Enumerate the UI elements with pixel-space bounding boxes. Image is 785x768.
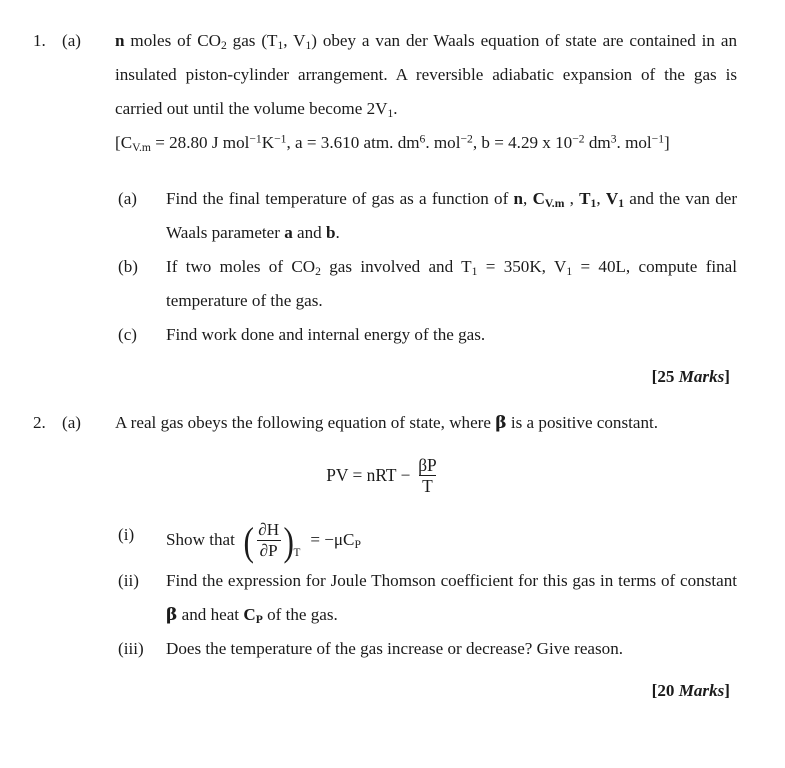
sub-item-b-text: If two moles of $CO_2$ gas involved and $T_1 = 350K$, $V_1 = 40L$, compute final temperature of the gas. [166, 257, 738, 310]
equation-fraction [415, 456, 440, 496]
sub-item-i-tail [310, 531, 361, 550]
question-2-sub-item-iii [0, 632, 785, 666]
sub-item-i-tail-main: = −μC [310, 530, 355, 550]
sub-item-i-tail-subscript: P [354, 538, 361, 552]
question-1-part-label: (a) [62, 31, 81, 50]
question-2-number: 2. [33, 413, 46, 432]
sub-item-i-label: (i) [118, 524, 135, 544]
question-1-marks-word: Marks [678, 367, 725, 386]
question-1-sub-item-b [0, 250, 785, 318]
question-2-sub-item-ii [0, 564, 785, 632]
question-2-stem-tail: is a positive constant. [506, 413, 659, 432]
partial-derivative-expression [243, 519, 301, 565]
partial-derivative-numerator: ∂H [258, 520, 280, 540]
equation-of-state [0, 456, 785, 496]
partial-derivative-fraction [255, 521, 282, 560]
equation-fraction-denominator: T [419, 475, 436, 495]
question-1-stem-text: n moles of $CO_2$ gas ($T_1$, $V_1$) obey a van der Waals equation of state are contained in an insulated piston-cylinder arrangement. A reversible adiabatic expansion of the gas is carried out until the volume become $2V_1$. [115, 31, 737, 120]
sub-item-a-text: Find the final temperature of gas as a function of n, $C_{V.m}$ , $T_1$, $V_1$ and the van der Waals parameter a and b. [166, 189, 738, 242]
question-1-marks-value: [25 [651, 367, 679, 386]
question-1-sub-item-a [0, 182, 785, 250]
question-1-sub-items [0, 182, 785, 352]
sub-item-c-label: (c) [118, 325, 137, 344]
sub-item-i-lead: Show that [166, 530, 235, 550]
question-2-part-label: (a) [62, 413, 81, 432]
sub-item-b-label: (b) [118, 257, 138, 276]
question-1-constants-line: [$C_{V.m} = 28.80$ J $mol^{-1}K^{-1}$, a = 3.610 atm. $dm^6$. mol$^{-2}$, b = 4.29 x $10^{-2}$ $dm^3$. mol$^{-1}$] [115, 132, 670, 154]
question-2-stem-lead: A real gas obeys the following equation of state, where [115, 413, 496, 432]
question-2-marks-word: Marks [678, 680, 725, 700]
question-2-marks-close: ] [724, 680, 730, 700]
left-paren: ( [243, 519, 254, 565]
sub-item-iii-text: Does the temperature of the gas increase or decrease? Give reason. [166, 638, 624, 658]
sub-item-ii-label: (ii) [118, 570, 139, 590]
beta-symbol: β [495, 413, 507, 433]
question-2-stem-row [0, 406, 785, 440]
question-1-stem-row [0, 24, 785, 126]
partial-derivative-subscript: T [293, 547, 301, 560]
equation-fraction-numerator: βP [418, 455, 437, 475]
question-2-sub-items [0, 518, 785, 666]
sub-item-c-text: Find work done and internal energy of the gas. [166, 325, 486, 344]
right-paren: ) [283, 519, 294, 565]
question-1-number: 1. [33, 31, 46, 50]
question-2-sub-item-i [0, 518, 785, 564]
question-1-marks-close: ] [724, 367, 730, 386]
sub-item-ii-text: Find the expression for Joule Thomson coefficient for this gas in terms of constant β and heat $C_P$ of the gas. [166, 570, 737, 626]
question-2 [0, 394, 785, 708]
question-2-marks [0, 674, 785, 708]
question-1-sub-item-c [0, 318, 785, 352]
sub-item-a-label: (a) [118, 189, 137, 208]
equation-lhs: PV = nRT − [326, 465, 411, 486]
partial-derivative-denominator: ∂P [257, 540, 281, 560]
sub-item-iii-label: (iii) [118, 638, 144, 658]
question-2-marks-value: [20 [651, 680, 679, 700]
sub-item-i-text [166, 518, 737, 564]
question-2-stem-text [115, 406, 737, 440]
question-1-marks [0, 360, 785, 394]
